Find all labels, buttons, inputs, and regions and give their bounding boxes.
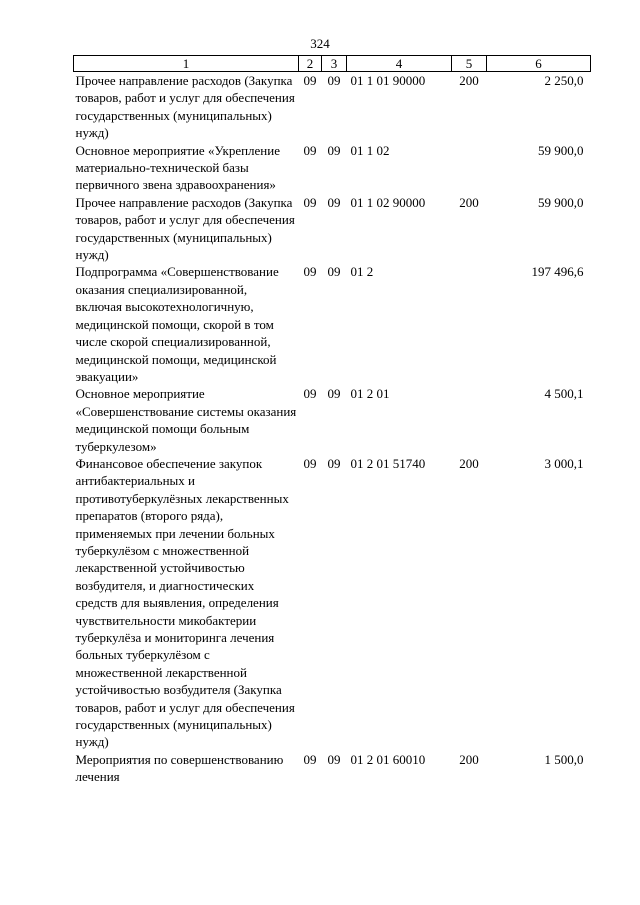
table-row <box>74 751 591 786</box>
column-header: 4 <box>347 56 452 72</box>
section-code: 09 <box>303 455 317 471</box>
section-code: 09 <box>303 142 317 158</box>
section-code: 09 <box>303 386 317 402</box>
subsection-code: 09 <box>327 142 341 158</box>
expense-type-code <box>452 263 487 385</box>
expense-type-code: 200 <box>459 73 479 88</box>
expense-type-code: 200 <box>459 455 479 471</box>
target-article-code: 01 2 <box>350 264 374 280</box>
expense-type-code <box>452 385 487 455</box>
table-row <box>74 194 591 264</box>
section-code: 09 <box>303 264 317 280</box>
amount: 2 250,0 <box>544 73 584 88</box>
target-article-code: 01 2 01 60010 <box>350 751 426 767</box>
budget-table <box>73 55 591 786</box>
page-number: 324 <box>310 36 330 51</box>
column-header: 3 <box>322 56 347 72</box>
subsection-code: 09 <box>327 264 341 280</box>
table-row <box>74 72 591 142</box>
expense-type-code: 200 <box>459 194 479 210</box>
column-header: 2 <box>299 56 322 72</box>
expense-name: Подпрограмма «Совершенствование оказания специализированной, включая высокотехнологичную, медицинской помощи, скорой в том числе скорой специализированной, медицинской помощи, медицинской эвакуации» <box>75 264 279 384</box>
expense-name: Мероприятия по совершенствованию лечения <box>75 751 284 785</box>
target-article-code: 01 1 01 90000 <box>350 73 426 88</box>
subsection-code: 09 <box>327 73 341 88</box>
target-article-code: 01 1 02 90000 <box>350 194 426 210</box>
subsection-code: 09 <box>327 455 341 471</box>
expense-type-code <box>452 142 487 194</box>
target-article-code: 01 1 02 <box>350 142 390 158</box>
expense-name: Основное мероприятие «Совершенствование системы оказания медицинской помощи больным туберкулезом» <box>75 386 297 454</box>
section-code: 09 <box>303 73 317 88</box>
expense-name: Прочее направление расходов (Закупка товаров, работ и услуг для обеспечения государственных (муниципальных) нужд) <box>75 73 295 141</box>
table-row <box>74 385 591 455</box>
target-article-code: 01 2 01 51740 <box>350 455 426 471</box>
expense-name: Основное мероприятие «Укрепление материально-технической базы первичного звена здравоохранения» <box>75 142 280 193</box>
column-header: 6 <box>487 56 591 72</box>
amount: 59 900,0 <box>538 194 584 210</box>
section-code: 09 <box>303 751 317 767</box>
subsection-code: 09 <box>327 194 341 210</box>
section-code: 09 <box>303 194 317 210</box>
expense-name: Финансовое обеспечение закупок антибактериальных и противотуберкулёзных лекарственных препаратов (второго ряда), применяемых при лечении больных туберкулёзом с множественной лекарственной устойчивостью возбудителя, и диагностических средств для выявления, определения чувствительности микобактерии туберкулёза и мониторинга лечения больных туберкулёзом с множественной лекарственной устойчивостью возбудителя (Закупка товаров, работ и услуг для обеспечения государственных (муниципальных) нужд) <box>75 455 295 750</box>
amount: 1 500,0 <box>544 751 584 767</box>
amount: 59 900,0 <box>538 142 584 158</box>
amount: 197 496,6 <box>531 264 584 280</box>
subsection-code: 09 <box>327 386 341 402</box>
amount: 3 000,1 <box>544 455 584 471</box>
column-header: 5 <box>452 56 487 72</box>
column-number-row <box>74 56 591 72</box>
target-article-code: 01 2 01 <box>350 386 390 402</box>
amount: 4 500,1 <box>544 386 584 402</box>
table-row <box>74 263 591 385</box>
column-header: 1 <box>74 56 299 72</box>
table-row <box>74 142 591 194</box>
expense-name: Прочее направление расходов (Закупка товаров, работ и услуг для обеспечения государственных (муниципальных) нужд) <box>75 194 295 263</box>
table-row <box>74 455 591 751</box>
expense-type-code: 200 <box>459 751 479 767</box>
subsection-code: 09 <box>327 751 341 767</box>
